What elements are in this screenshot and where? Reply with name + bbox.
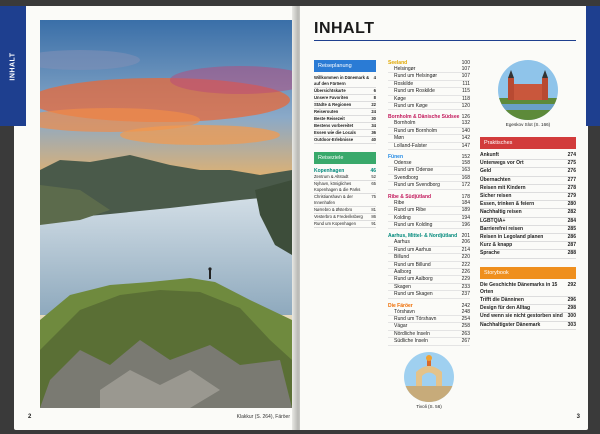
toc-entry-label: Geld (480, 168, 492, 175)
kopenhagen-title: Kopenhagen (314, 168, 345, 174)
spine-tab-left (0, 6, 26, 126)
toc-entry-page: 132 (461, 120, 470, 127)
toc-entry (314, 102, 376, 109)
toc-entry-label: Vesterbro & Frederiksberg (314, 214, 363, 219)
toc-entry (388, 88, 470, 95)
toc-entry-page: 300 (567, 313, 576, 320)
region-title-label: Aarhus, Mittel- & Nordjütland (388, 233, 458, 240)
kopenhagen-page: 46 (370, 168, 376, 174)
region-title-label: Die Färöer (388, 302, 413, 309)
region-title-page: 242 (461, 302, 470, 309)
toc-entry (480, 250, 576, 258)
toc-entry (314, 181, 376, 194)
storybook-list (480, 282, 576, 330)
toc-entry (388, 175, 470, 182)
toc-entry-label: Südliche Inseln (394, 338, 428, 345)
region-title-page: 152 (461, 154, 470, 161)
toc-entry (480, 242, 576, 250)
toc-entry (480, 218, 576, 226)
toc-entry-page: 86 (371, 214, 376, 219)
toc-entry-label: Rund um Aarhus (394, 246, 432, 253)
toc-entry (388, 128, 470, 135)
title-rule (314, 40, 576, 41)
toc-entry (314, 137, 376, 144)
photo-caption: Klakkur (S. 264), Färöer (236, 414, 290, 420)
toc-entry (480, 282, 576, 297)
toc-entry-label: Sprache (480, 250, 500, 257)
toc-entry (388, 135, 470, 142)
toc-entry-page: 276 (567, 168, 576, 175)
toc-entry-label: Städte & Regionen (314, 102, 352, 107)
toc-entry (314, 174, 376, 181)
toc-entry-page: 279 (567, 193, 576, 200)
toc-entry-label: Kolding (394, 214, 411, 221)
toc-entry (314, 116, 376, 123)
toc-entry-page: 233 (461, 283, 470, 290)
toc-entry-label: Møn (394, 135, 404, 142)
toc-entry (388, 309, 470, 316)
toc-entry-page: 107 (461, 73, 470, 80)
page-number-right: 3 (576, 414, 580, 420)
toc-entry-label: Unterwegs vor Ort (480, 160, 524, 167)
page-number-left: 2 (28, 414, 32, 420)
spine-label: INHALT (9, 51, 17, 81)
toc-entry-label: Ankunft (480, 152, 499, 158)
toc-entry-label: Kurz & knapp (480, 242, 513, 249)
toc-entry-page: 275 (567, 160, 576, 167)
toc-entry (480, 193, 576, 201)
toc-entry-page: 115 (462, 88, 470, 95)
region-title-page: 178 (461, 193, 470, 200)
toc-entry (388, 160, 470, 167)
toc-entry-page: 274 (567, 152, 576, 158)
toc-entry-label: Rund um Køge (394, 103, 428, 110)
toc-entry-label: Die Geschichte Dänemarks in 15 Orten (480, 281, 558, 295)
toc-entry-label: Aarhus (394, 239, 410, 246)
tivoli-photo (404, 352, 454, 402)
toc-entry-page: 184 (461, 199, 470, 206)
toc-entry-label: Skagen (394, 283, 411, 290)
toc-entry-page: 118 (462, 95, 470, 102)
toc-column-2 (388, 60, 470, 409)
section-reiseziele-heading: Reiseziele (314, 152, 376, 164)
toc-entry-page: 158 (461, 160, 470, 167)
toc-entry-label: Bestens vorbereitet (314, 123, 354, 128)
toc-entry-label: Übernachten (480, 176, 511, 183)
toc-entry-label: Køge (394, 95, 406, 102)
toc-entry-page: 4 (373, 75, 376, 80)
toc-entry (388, 66, 470, 73)
region-title-label: Bornholm & Dänische Südsee (388, 114, 460, 121)
region-title-label: Ribe & Südjütland (388, 193, 432, 200)
toc-entry-label: Nördliche Inseln (394, 330, 430, 337)
toc-entry-page: 196 (461, 221, 470, 228)
toc-entry-label: Roskilde (394, 80, 414, 87)
toc-entry-page: 237 (461, 291, 470, 298)
toc-entry (388, 182, 470, 189)
toc-entry (480, 168, 576, 176)
toc-entry-label: Trifft die Dänninen (480, 297, 524, 304)
region-title-label: Seeland (388, 60, 408, 66)
toc-entry (388, 323, 470, 330)
toc-entry-label: Reisen mit Kindern (480, 184, 526, 191)
toc-entry-label: Rund um Helsingør (394, 73, 438, 80)
toc-entry (480, 305, 576, 313)
toc-entry-label: Reisen in Legoland planen (480, 234, 544, 241)
toc-entry-page: 81 (371, 207, 376, 212)
toc-entry (480, 152, 576, 160)
toc-entry-page: 286 (567, 234, 576, 241)
toc-entry-page: 34 (371, 123, 376, 128)
toc-entry (314, 123, 376, 130)
toc-entry-label: Rund um Skagen (394, 291, 433, 298)
reiseziele-list (314, 174, 376, 228)
toc-entry (480, 185, 576, 193)
toc-entry-label: Helsingør (394, 66, 416, 72)
toc-entry (314, 75, 376, 88)
toc-entry-label: Sicher reisen (480, 193, 512, 200)
toc-entry-page: 8 (373, 95, 376, 100)
toc-entry (480, 177, 576, 185)
toc-entry (388, 143, 470, 150)
toc-entry-label: Svendborg (394, 174, 419, 181)
toc-entry (314, 88, 376, 95)
toc-entry-page: 229 (461, 276, 470, 283)
toc-entry-label: Willkommen in Dänemark & auf den Färöern (314, 75, 370, 86)
toc-entry (314, 194, 376, 207)
toc-entry-page: 248 (461, 308, 470, 315)
region-title-page: 201 (461, 233, 470, 240)
toc-entry-page: 91 (371, 221, 376, 226)
toc-entry (314, 221, 376, 228)
toc-entry (314, 207, 376, 214)
toc-entry-label: Rund um Ribe (394, 207, 426, 214)
toc-entry-label: Rund um Aalborg (394, 276, 433, 283)
spine-tab-right (586, 6, 600, 126)
toc-entry-label: Bornholm (394, 120, 416, 127)
toc-entry (480, 226, 576, 234)
toc-entry (388, 120, 470, 127)
toc-entry (388, 103, 470, 110)
toc-column-1 (314, 60, 376, 228)
toc-entry-page: 206 (461, 239, 470, 246)
toc-entry (314, 130, 376, 137)
toc-entry (388, 262, 470, 269)
toc-entry-label: Outdoor-Erlebnisse (314, 137, 354, 142)
toc-entry-page: 163 (461, 167, 470, 174)
section-reiseplanung-heading: Reiseplanung (314, 60, 376, 72)
toc-entry-label: Rund um Tórshavn (394, 315, 437, 322)
toc-entry-page: 52 (371, 174, 376, 179)
egeskov-caption: Egeskov Slot (S. 166) (505, 122, 551, 127)
toc-entry-label: Essen, trinken & feiern (480, 201, 535, 208)
egeskov-photo (498, 60, 558, 120)
toc-entry-label: Und wenn sie nicht gestorben sind (480, 313, 563, 320)
page-title: INHALT (314, 20, 375, 37)
toc-entry-page: 263 (461, 330, 470, 337)
toc-entry-label: Nyhavn, königliches Kopenhagen & die Parks (314, 181, 361, 192)
toc-entry (388, 81, 470, 88)
toc-entry-label: Barrierefrei reisen (480, 225, 524, 232)
toc-column-3 (480, 60, 576, 330)
toc-entry-label: Nachhaltigster Dänemark (480, 321, 541, 328)
toc-entry-label: Zentrum & Altstadt (314, 174, 349, 179)
toc-entry (388, 291, 470, 298)
toc-entry (388, 73, 470, 80)
toc-entry-label: Lolland-Falster (394, 142, 428, 149)
toc-entry-page: 222 (461, 261, 470, 268)
toc-entry-label: Rund um Billund (394, 261, 431, 268)
regions-list (388, 60, 470, 346)
toc-entry-label: Nørrebro & Østerbro (314, 207, 353, 212)
toc-entry (480, 297, 576, 305)
toc-entry-label: Christianshavn & der Innenhafen (314, 194, 353, 205)
toc-entry-label: Nachhaltig reisen (480, 209, 522, 216)
toc-entry (480, 234, 576, 242)
toc-entry-page: 254 (461, 315, 470, 322)
toc-entry-page: 75 (371, 194, 376, 199)
toc-entry (388, 167, 470, 174)
toc-entry (388, 254, 470, 261)
toc-entry-page: 226 (461, 268, 470, 275)
toc-entry (388, 200, 470, 207)
toc-entry-page: 111 (462, 80, 470, 87)
toc-entry-page: 220 (461, 254, 470, 261)
toc-entry-page: 296 (567, 297, 576, 304)
toc-entry-page: 147 (461, 142, 470, 149)
toc-entry-page: 107 (461, 66, 470, 72)
toc-entry-label: Rund um Kolding (394, 221, 433, 228)
toc-entry-label: Billund (394, 254, 410, 261)
toc-entry-label: Essen wie die Locals (314, 130, 356, 135)
toc-entry-page: 278 (567, 184, 576, 191)
toc-entry (314, 214, 376, 221)
toc-entry (480, 313, 576, 321)
toc-entry-label: Beste Reisezeit (314, 116, 345, 121)
toc-entry-page: 6 (373, 88, 376, 93)
toc-entry (388, 207, 470, 214)
toc-entry-label: Rund um Roskilde (394, 88, 435, 95)
toc-entry (314, 109, 376, 116)
section-praktisches-heading: Praktisches (480, 137, 576, 149)
toc-entry-page: 285 (567, 225, 576, 232)
toc-entry-page: 194 (461, 214, 470, 221)
toc-entry-page: 303 (567, 321, 576, 328)
toc-entry-page: 288 (567, 250, 576, 257)
toc-entry-label: Rund um Svendborg (394, 182, 440, 189)
toc-entry-page: 168 (461, 174, 470, 181)
klakkur-photo (40, 20, 292, 408)
toc-entry-page: 214 (461, 246, 470, 253)
praktisches-list (480, 152, 576, 259)
toc-entry-page: 267 (461, 338, 470, 345)
toc-entry-label: Rund um Odense (394, 167, 434, 174)
toc-entry-label: Rund um Kopenhagen (314, 221, 356, 226)
toc-entry (388, 284, 470, 291)
toc-entry-label: Design für den Alltag (480, 305, 531, 312)
toc-entry-label: Reiserouten (314, 109, 339, 114)
toc-entry-page: 277 (567, 176, 576, 183)
toc-entry-page: 284 (567, 217, 576, 224)
reiseplanung-list (314, 75, 376, 144)
toc-entry (388, 239, 470, 246)
toc-entry-page: 172 (461, 182, 470, 189)
region-title-page: 100 (461, 60, 470, 66)
region-title-page: 126 (461, 114, 470, 121)
toc-entry-page: 65 (371, 181, 376, 186)
toc-entry (314, 95, 376, 102)
toc-entry (480, 322, 576, 330)
toc-entry-page: 282 (567, 209, 576, 216)
section-storybook-heading: Storybook (480, 267, 576, 279)
toc-entry-page: 22 (371, 102, 376, 107)
toc-entry-page: 120 (461, 103, 470, 110)
toc-entry-label: LGBTQIA+ (480, 217, 506, 224)
toc-entry (388, 269, 470, 276)
toc-entry (480, 201, 576, 209)
tivoli-caption: Tivoli (S. 56) (416, 403, 442, 409)
toc-entry (388, 247, 470, 254)
toc-entry-label: Aalborg (394, 268, 412, 275)
toc-entry (388, 215, 470, 222)
toc-entry-label: Odense (394, 160, 412, 167)
toc-entry-page: 36 (371, 130, 376, 135)
toc-entry-page: 30 (371, 116, 376, 121)
toc-entry-page: 24 (371, 109, 376, 114)
toc-entry-page: 189 (461, 207, 470, 214)
toc-entry (480, 160, 576, 168)
toc-entry-label: Tórshavn (394, 308, 415, 315)
toc-entry-page: 142 (461, 135, 470, 142)
right-page (300, 6, 588, 430)
toc-entry-page: 280 (567, 201, 576, 208)
toc-entry-label: Rund um Bornholm (394, 127, 438, 134)
left-page (14, 6, 296, 430)
toc-entry (388, 222, 470, 229)
toc-entry-label: Ribe (394, 199, 405, 206)
toc-entry (388, 96, 470, 103)
toc-entry-label: Unsere Favoriten (314, 95, 349, 100)
toc-entry (480, 209, 576, 217)
toc-entry-page: 287 (567, 242, 576, 249)
toc-entry-page: 258 (461, 323, 470, 330)
region-title-label: Fünen (388, 154, 403, 161)
toc-entry-page: 292 (567, 281, 576, 288)
toc-entry-label: Übersichtskarte (314, 88, 346, 93)
toc-entry (388, 331, 470, 338)
toc-entry (388, 276, 470, 283)
toc-entry (388, 338, 470, 345)
toc-entry-page: 298 (567, 305, 576, 312)
toc-entry-page: 40 (371, 137, 376, 142)
toc-entry (388, 316, 470, 323)
toc-entry-label: Vágar (394, 323, 408, 330)
toc-entry-page: 140 (461, 127, 470, 134)
